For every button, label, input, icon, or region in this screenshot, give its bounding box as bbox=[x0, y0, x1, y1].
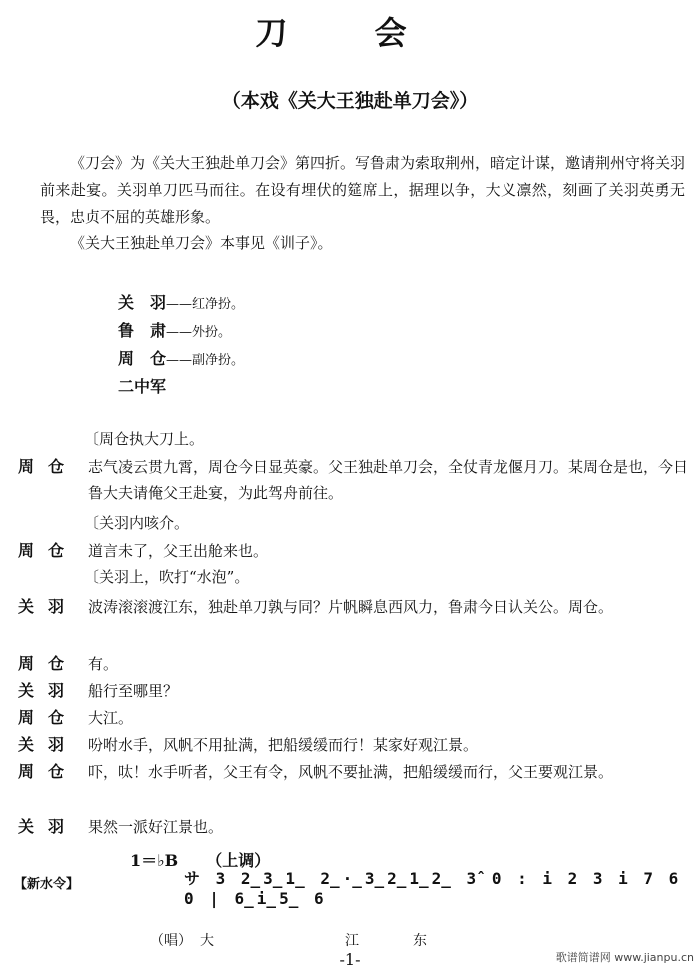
cast-name: 鲁 肃 bbox=[118, 321, 167, 340]
stage-direction: 〔关羽上，吹打“水泡”。 bbox=[84, 568, 250, 586]
dialogue: 果然一派好江景也。 bbox=[88, 818, 224, 836]
speaker: 关羽 bbox=[18, 735, 79, 754]
speaker: 关羽 bbox=[18, 597, 79, 616]
intro-reference: 《关大王独赴单刀会》本事见《训子》。 bbox=[70, 234, 333, 252]
stage-direction: 〔周仓执大刀上。 bbox=[84, 430, 205, 448]
mode-label: （上调） bbox=[206, 851, 271, 870]
cast-role: 外扮。 bbox=[192, 325, 232, 340]
cast-entry-lusu bbox=[118, 318, 231, 341]
cast-role: 副净扮。 bbox=[192, 353, 245, 368]
speaker: 周仓 bbox=[18, 708, 79, 727]
cast-entry-zhongjun bbox=[118, 374, 166, 397]
cast-name: 关 羽 bbox=[118, 293, 167, 312]
speaker: 周仓 bbox=[18, 457, 79, 476]
speaker: 周仓 bbox=[18, 541, 79, 560]
subtitle: （本戏《关大王独赴单刀会》） bbox=[221, 90, 479, 112]
watermark: 歌谱简谱网 www.jianpu.cn bbox=[555, 951, 694, 964]
cast-name: 周 仓 bbox=[118, 349, 167, 368]
lyric-word: 江 bbox=[345, 933, 359, 949]
speaker: 关羽 bbox=[18, 681, 79, 700]
dialogue: 船行至哪里？ bbox=[88, 682, 179, 700]
cast-dash: —— bbox=[166, 325, 193, 340]
page-number: -1- bbox=[339, 950, 361, 969]
cast-dash: —— bbox=[166, 297, 193, 312]
cast-dash: —— bbox=[166, 353, 193, 368]
speaker: 周仓 bbox=[18, 654, 79, 673]
sing-marker: （唱） bbox=[150, 933, 192, 949]
speaker: 周仓 bbox=[18, 762, 79, 781]
cast-role: 红净扮。 bbox=[192, 297, 245, 312]
intro-paragraph: 《刀会》为《关大王独赴单刀会》第四折。写鲁肃为索取荆州，暗定计谋，邀请荆州守将关羽前来赴宴。关羽单刀匹马而往。在设有埋伏的筵席上，据理以争，大义凛然，刻画了关羽英勇无畏，忠贞不屈的英雄形象。 bbox=[40, 154, 686, 226]
dialogue: 大江。 bbox=[88, 709, 134, 727]
cast-name: 二中军 bbox=[118, 377, 167, 396]
qupai-label: 【新水令】 bbox=[14, 877, 80, 892]
key-signature: 1＝♭B bbox=[130, 851, 179, 870]
stage-direction: 〔关羽内咳介。 bbox=[84, 514, 190, 532]
dialogue: 志气凌云贯九霄，周仓今日显英豪。父王独赴单刀会，全仗青龙偃月刀。某周仓是也，今日鲁大夫请俺父王赴宴，为此驾舟前往。 bbox=[88, 458, 689, 502]
jianpu-notation: サ 3 2̲3̲1̲ 2̲·̲3̲2̲1̲2̲ 3̂ 0 : i 2 3 i 7 6 0 | 6̲i̲5̲ 6 bbox=[184, 869, 682, 908]
page-title: 刀 会 bbox=[255, 14, 445, 52]
dialogue: 有。 bbox=[88, 655, 119, 673]
dialogue: 道言未了，父王出舱来也。 bbox=[88, 542, 269, 560]
cast-entry-zhoucang bbox=[118, 346, 244, 369]
dialogue: 波涛滚滚渡江东，独赴单刀孰与同？片帆瞬息西风力，鲁肃今日认关公。周仓。 bbox=[88, 598, 614, 616]
cast-entry-guanyu bbox=[118, 290, 244, 313]
lyric-word: 东 bbox=[413, 933, 427, 949]
lyric-word: 大 bbox=[200, 933, 214, 949]
dialogue: 吩咐水手，风帆不用扯满，把船缓缓而行！某家好观江景。 bbox=[88, 736, 479, 754]
speaker: 关羽 bbox=[18, 817, 79, 836]
dialogue: 吓，呔！水手听者，父王有令，风帆不要扯满，把船缓缓而行，父王要观江景。 bbox=[88, 763, 614, 781]
